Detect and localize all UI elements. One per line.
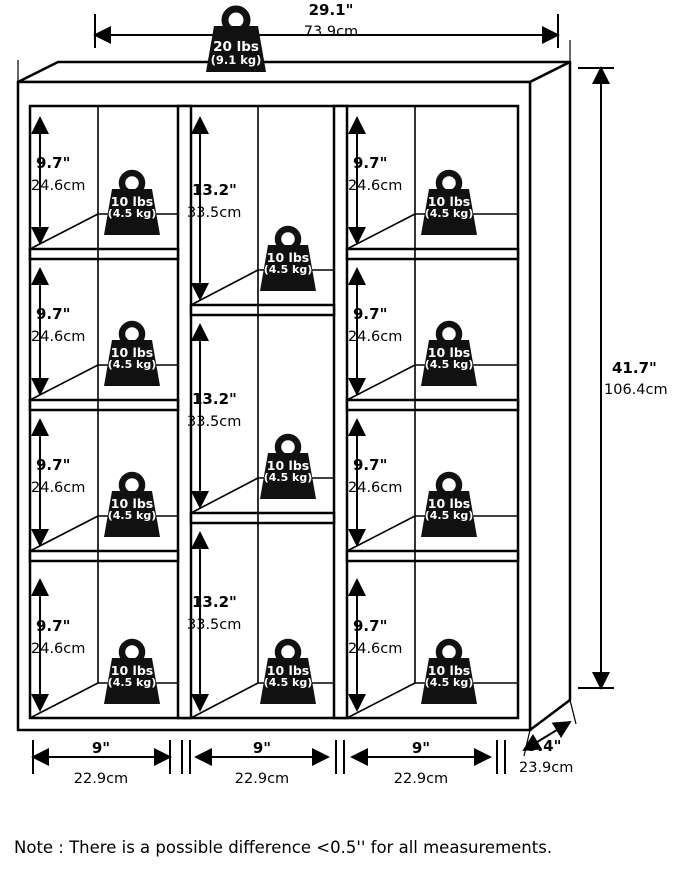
label-col1-width-in: 9" — [91, 739, 111, 757]
label-middle-h3-cm: 33.5cm — [187, 617, 242, 633]
weight-label-left-3: 10 lbs (4.5 kg) — [107, 496, 157, 523]
weight-label-middle-1: 10 lbs (4.5 kg) — [263, 250, 313, 277]
weight-label-left-1: 10 lbs (4.5 kg) — [107, 194, 157, 221]
label-overall-height-cm: 106.4cm — [604, 382, 668, 398]
label-overall-width-in: 29.1" — [308, 1, 354, 19]
label-right-h1-cm: 24.6cm — [348, 178, 403, 194]
label-right-h3-in: 9.7" — [353, 456, 388, 474]
measurement-note: Note : There is a possible difference <0.5'' for all measurements. — [14, 838, 553, 857]
weight-label-middle-3: 10 lbs (4.5 kg) — [263, 663, 313, 690]
label-right-h1-in: 9.7" — [353, 154, 388, 172]
label-depth-in: 9.4" — [527, 737, 562, 755]
weight-label-left-4: 10 lbs (4.5 kg) — [107, 663, 157, 690]
label-left-h3-in: 9.7" — [36, 456, 71, 474]
weight-label-top: 20 lbs (9.1 kg) — [210, 39, 262, 68]
weight-label-right-1: 10 lbs (4.5 kg) — [424, 194, 474, 221]
label-col3-width-cm: 22.9cm — [393, 771, 449, 787]
label-col1-width-cm: 22.9cm — [73, 771, 129, 787]
label-middle-h1-cm: 33.5cm — [187, 205, 242, 221]
label-right-h4-cm: 24.6cm — [348, 641, 403, 657]
label-middle-h3-in: 13.2" — [192, 593, 237, 611]
label-left-h4-in: 9.7" — [36, 617, 71, 635]
label-depth-cm: 23.9cm — [519, 760, 574, 776]
weight-label-right-2: 10 lbs (4.5 kg) — [424, 345, 474, 372]
label-col2-width-in: 9" — [252, 739, 272, 757]
weight-label-middle-2: 10 lbs (4.5 kg) — [263, 458, 313, 485]
label-right-h4-in: 9.7" — [353, 617, 388, 635]
label-left-h2-cm: 24.6cm — [31, 329, 86, 345]
label-col2-width-cm: 22.9cm — [234, 771, 290, 787]
label-right-h3-cm: 24.6cm — [348, 480, 403, 496]
label-middle-h2-in: 13.2" — [192, 390, 237, 408]
label-left-h1-cm: 24.6cm — [31, 178, 86, 194]
label-left-h2-in: 9.7" — [36, 305, 71, 323]
label-left-h1-in: 9.7" — [36, 154, 71, 172]
cabinet-side-face — [530, 62, 570, 730]
label-left-h3-cm: 24.6cm — [31, 480, 86, 496]
cabinet-top-face — [18, 62, 570, 82]
label-middle-h1-in: 13.2" — [192, 181, 237, 199]
label-overall-height-in: 41.7" — [612, 359, 657, 377]
label-right-h2-in: 9.7" — [353, 305, 388, 323]
weight-label-left-2: 10 lbs (4.5 kg) — [107, 345, 157, 372]
weight-label-right-3: 10 lbs (4.5 kg) — [424, 496, 474, 523]
label-middle-h2-cm: 33.5cm — [187, 414, 242, 430]
label-overall-width-cm: 73.9cm — [303, 24, 359, 40]
weight-label-right-4: 10 lbs (4.5 kg) — [424, 663, 474, 690]
dimension-overall-height — [578, 68, 614, 688]
label-right-h2-cm: 24.6cm — [348, 329, 403, 345]
label-col3-width-in: 9" — [411, 739, 431, 757]
label-left-h4-cm: 24.6cm — [31, 641, 86, 657]
